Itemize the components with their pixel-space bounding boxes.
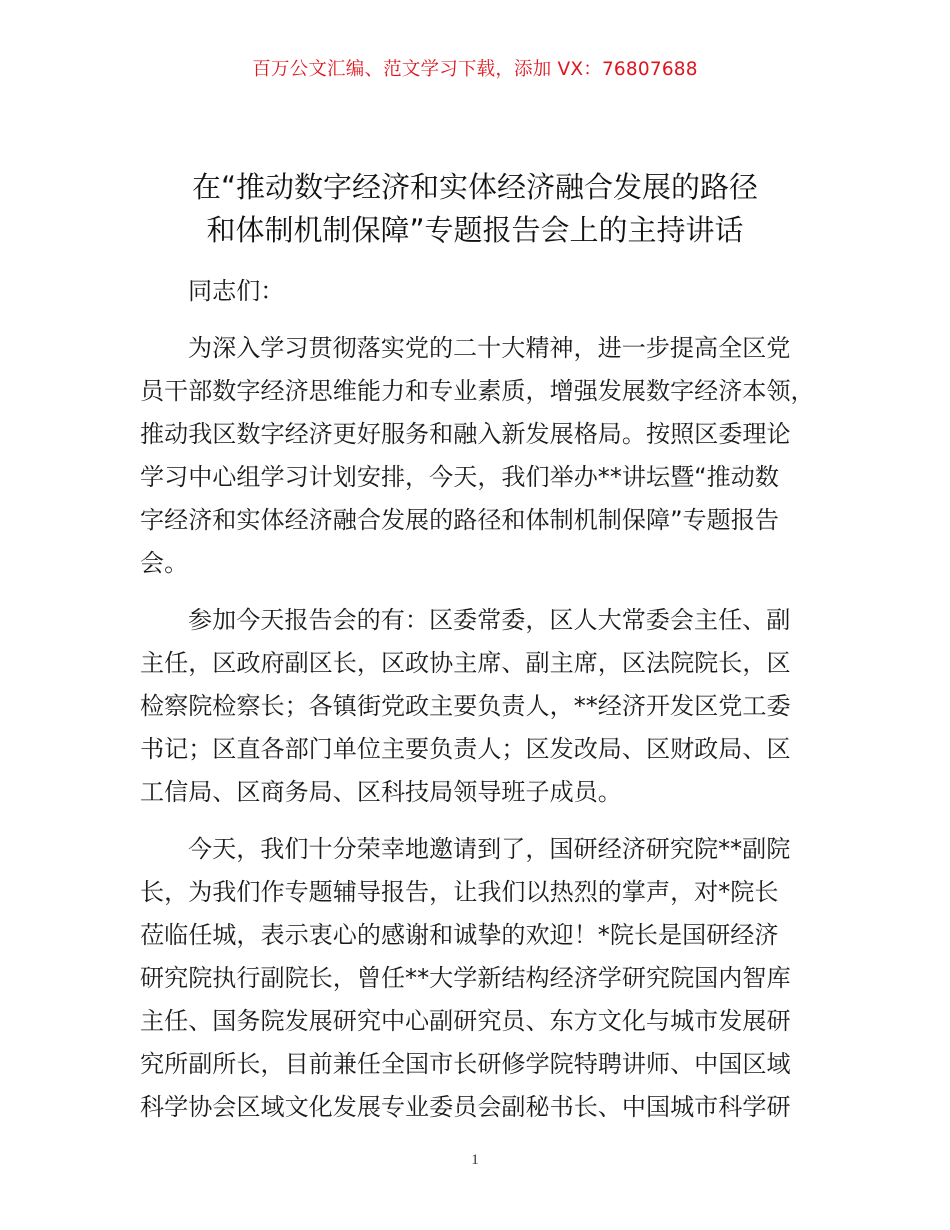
paragraph-line: 推动我区数字经济更好服务和融入新发展格局。按照区委理论 — [140, 420, 791, 448]
paragraph-line: 研究院执行副院长，曾任**大学新结构经济学研究院国内智库 — [140, 964, 791, 992]
title-line: 在“推动数字经济和实体经济融合发展的路径 — [191, 170, 759, 204]
paragraph-line: 长，为我们作专题辅导报告，让我们以热烈的掌声，对*院长 — [140, 878, 779, 906]
title-line: 和体制机制保障”专题报告会上的主持讲话 — [206, 213, 744, 247]
paragraph-line: 莅临任城，表示衷心的感谢和诚挚的欢迎！*院长是国研经济 — [140, 921, 779, 949]
salutation: 同志们： — [188, 277, 285, 305]
paragraph-line: 书记；区直各部门单位主要负责人；区发改局、区财政局、区 — [140, 735, 791, 763]
paragraph-line: 为深入学习贯彻落实党的二十大精神，进一步提高全区党 — [188, 334, 791, 362]
paragraph-line: 主任、国务院发展研究中心副研究员、东方文化与城市发展研 — [140, 1007, 791, 1035]
paragraph-3 — [140, 828, 816, 1129]
paragraph-line: 检察院检察长；各镇街党政主要负责人，**经济开发区党工委 — [140, 692, 791, 720]
document-title — [130, 166, 820, 252]
paragraph-line: 科学协会区域文化发展专业委员会副秘书长、中国城市科学研 — [140, 1093, 791, 1121]
document-body — [140, 270, 816, 1129]
paragraph-2 — [140, 599, 816, 814]
paragraph-line: 究所副所长，目前兼任全国市长研修学院特聘讲师、中国区域 — [140, 1050, 791, 1078]
paragraph-line: 会。 — [140, 549, 189, 577]
paragraph-line: 员干部数字经济思维能力和专业素质，增强发展数字经济本领， — [140, 377, 815, 405]
paragraph-line: 主任，区政府副区长，区政协主席、副主席，区法院院长，区 — [140, 649, 791, 677]
header-banner: 百万公文汇编、范文学习下载，添加 VX：76807688 — [252, 59, 698, 80]
paragraph-line: 工信局、区商务局、区科技局领导班子成员。 — [140, 778, 622, 806]
page-number: 1 — [471, 1152, 479, 1168]
paragraph-line: 今天，我们十分荣幸地邀请到了，国研经济研究院**副院 — [188, 835, 791, 863]
paragraph-line: 字经济和实体经济融合发展的路径和体制机制保障”专题报告 — [140, 506, 779, 534]
paragraph-line: 学习中心组学习计划安排，今天，我们举办**讲坛暨“推动数 — [140, 463, 779, 491]
paragraph-1 — [140, 327, 816, 585]
paragraph-line: 参加今天报告会的有：区委常委，区人大常委会主任、副 — [188, 606, 791, 634]
